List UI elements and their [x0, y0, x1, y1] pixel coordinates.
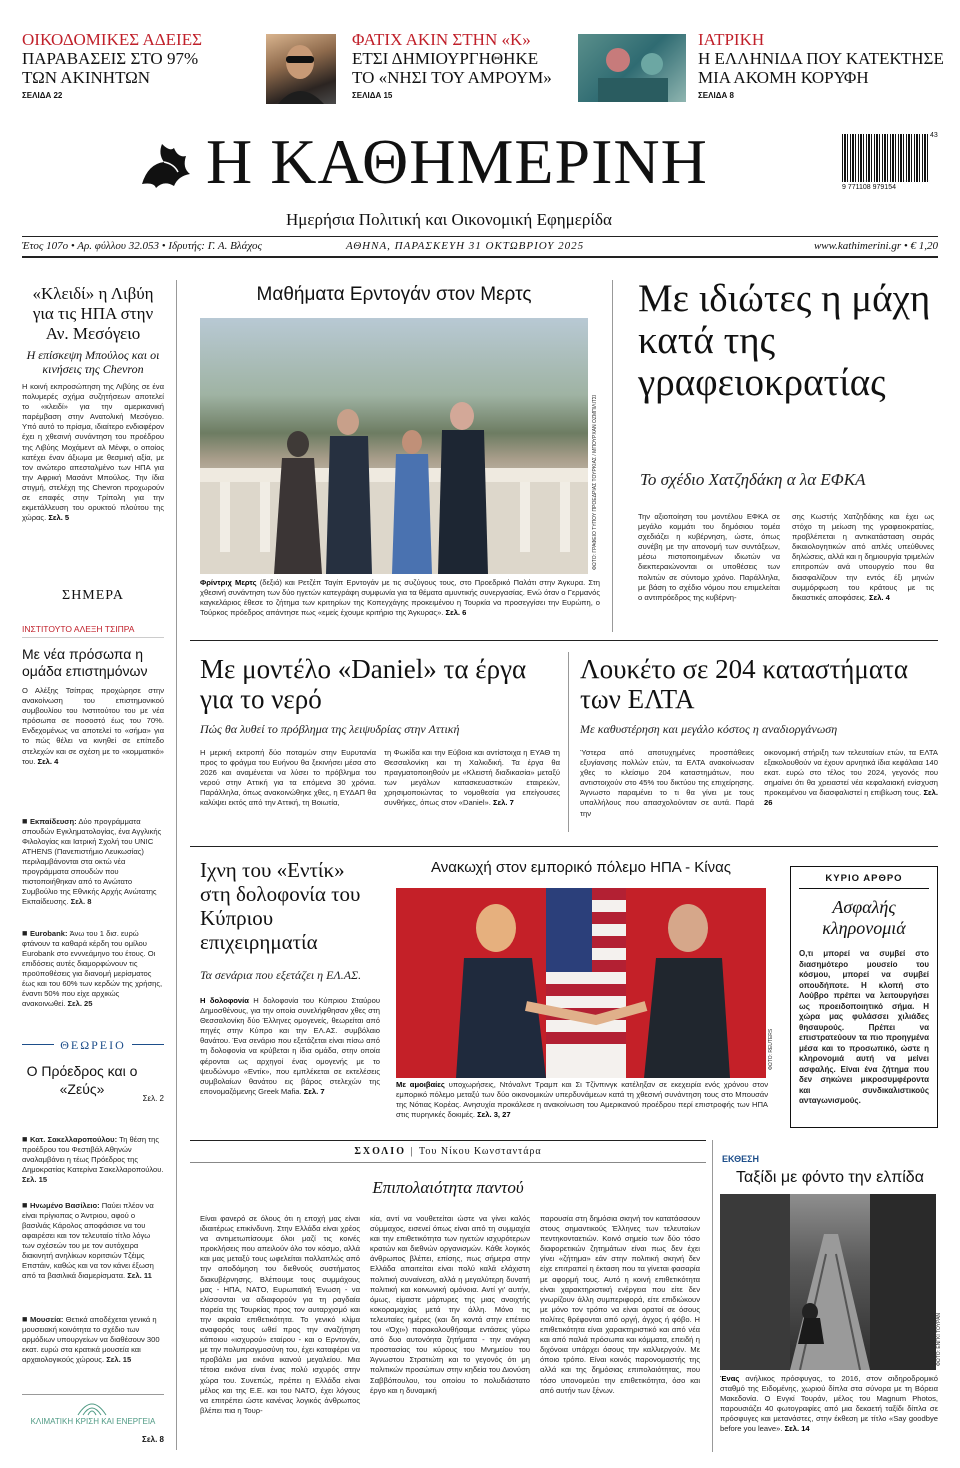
- trade-title: Ανακωχή στον εμπορικό πόλεμο ΗΠΑ - Κίνας: [430, 859, 732, 876]
- griffin-logo-icon: [134, 134, 196, 196]
- handshake-illustration: [396, 888, 766, 1078]
- theoreio-title: Ο Πρόεδρος και ο «Ζεύς»: [26, 1063, 138, 1097]
- daniel-title: Με μοντέλο «Daniel» τα έργα για το νερό: [200, 654, 527, 714]
- libya-title: «Κλειδί» η Λιβύη για τις ΗΠΑ στην Αν. Μεσόγειο: [32, 284, 154, 343]
- brief-text: ■ Εκπαίδευση: Δύο προγράμματα σπουδών Εγκληματολογίας, ένα Αγγλικής Φιλολογίας και Ιατρική Σχολή του UNIC ATHENS (Πανεπιστήμιο Λευκωσίας) περιλαμβάνονται στα οκτώ νέα προγράμματα σπουδών που πιστοποιήθηκαν από το Ανώτατο Συμβούλιο της Εθνικής Αρχής Ανώτατης Εκπαίδευσης. Σελ. 8: [22, 816, 162, 906]
- erdogan-credit: ΦΩΤΟ: ΓΡΑΦΕΙΟ ΤΥΠΟΥ ΠΡΟΕΔΡΙΑΣ ΤΟΥΡΚΙΑΣ / ΜΠΟΥΡΧΑΝ ΟΖΜΠΙΛΙΤΣΙ: [592, 394, 598, 570]
- leaders-illustration: [200, 318, 588, 574]
- theoreio-page: Σελ. 2: [142, 1094, 164, 1103]
- trade-photo: [396, 888, 766, 1078]
- elta-body-1: Ύστερα από αποτυχημένες προσπάθειες εξυγίανσης πολλών ετών, τα ΕΛΤΑ ανακοίνωσαν χθες το κλείσιμο 204 καταστημάτων, που αντιστοιχούν στο 45% του δικτύου της επιχείρησης. Άγνωστο παραμένει το τι θα γίνει με τους υπαλλήλους που απασχολούνταν σε αυτά. Παρά την: [580, 748, 754, 818]
- climate-box[interactable]: [22, 1394, 164, 1450]
- erdogan-caption: Φρίντριχ Μερτς (δεξιά) και Ρετζέπ Ταγίπ Ερντογάν με τις συζύγους τους, στο Προεδρικό Παλάτι στην Άγκυρα. Στη χθεσινή συνάντηση των δύο ηγετών κατεγράφη συμφωνία για τα θέματα αμυντικής συνεργασίας. Ενώ όταν ο Γερμανός καγκελάριος έθεσε το ζήτημα των κριτηρίων της Κοπεγχάγης προκειμένου η Τουρκία να προσεγγίσει την Ευρώπη, ο Τούρκος πρόεδρος απάντησε πως «εμείς έχουμε κριτήριο της Άγκυρας». Σελ. 6: [200, 578, 600, 618]
- theoreio-label: ΘΕΩΡΕΙΟ: [22, 1038, 164, 1053]
- teaser-sub: ΜΙΑ ΑΚΟΜΗ ΚΟΡΥΦΗ: [698, 68, 869, 87]
- dateline-right: www.kathimerini.gr • € 1,20: [813, 240, 938, 252]
- comment-title: Επιπολαιότητα παντού: [372, 1178, 524, 1197]
- libya-body: Η κοινή εκπροσώπηση της Λιβύης σε ένα πολυμερές σχήμα συζητήσεων αποτελεί το «κλειδί» για την αμερικανική παρέμβαση στην Ανατολική Μεσόγειο. Υπό αυτό το πρίσμα, ιδιαίτερο ενδιαφέρον έχει η χθεσινή συνάντηση του προέδρου της Λιβύης Μοχάμεντ αλ Μένφι, ο οποίος κατέχει έναν άξιωμα με θεσμική αξία, με τον ανώτερο απεσταλμένο των ΗΠΑ για την Αφρική Μασάντ Μπούλος. Την ίδια στιγμή, στελέχη της Chevron προχωρούν σε επαφές στην Τρίπολη για την εκμετάλλευση του ορυκτού πλούτου της χώρας. Σελ. 5: [22, 382, 164, 523]
- comment-label: ΣΧΟΛΙΟ: [354, 1146, 406, 1157]
- fingerprint-icon: [74, 1397, 110, 1417]
- elta-sub: Με καθυστέρηση και μεγάλο κόστος η αναδιοργάνωση: [580, 722, 838, 736]
- teaser-photo-surgery: [578, 34, 686, 102]
- tsipras-title: Με νέα πρόσωπα η ομάδα επιστημόνων: [22, 646, 148, 679]
- libya-page: Σελ. 5: [48, 513, 70, 523]
- brief-text: ■ Ηνωμένο Βασίλειο: Παύει πλέον να είναι πρίγκιπας ο Άντριου, αφού ο βασιλιάς Κάρολος αποφάσισε να του αφαιρέσει και τον τελευταίο τίτλο λόγω των σχέσεών του με τον αυτόχειρα διακινητή ανηλίκων κοριτσιών Τζέιμς Επστάιν, καθώς και να τον κάνει έξωση από τα βασιλικά διαμερίσματα. Σελ. 11: [22, 1200, 154, 1280]
- climate-label: ΚΛΙΜΑΤΙΚΗ ΚΡΙΣΗ ΚΑΙ ΕΝΕΡΓΕΙΑ: [30, 1417, 156, 1426]
- entik-sub: Τα σενάρια που εξετάζει η ΕΛ.ΑΣ.: [200, 968, 362, 982]
- teaser-sub: ΕΤΣΙ ΔΗΜΙΟΥΡΓΗΘΗΚΕ: [352, 49, 539, 68]
- brief-sakellaropoulou[interactable]: [22, 1134, 164, 1185]
- theoreio-story[interactable]: [22, 1062, 164, 1103]
- entik-title: Ιχνη του «Εντίκ» στη δολοφονία του Κύπριου επιχειρηματία: [200, 858, 361, 954]
- dateline-left: Έτος 107ο • Αρ. φύλλου 32.053 • Ιδρυτής: Γ. Α. Βλάχος: [22, 240, 262, 252]
- tsipras-page: Σελ. 4: [37, 756, 59, 766]
- railway-illustration: [720, 1194, 936, 1370]
- brief-museums[interactable]: [22, 1314, 164, 1365]
- brief-text: ■ Eurobank: Άνω του 1 δισ. ευρώ φτάνουν τα καθαρά κέρδη του ομίλου Eurobank στο ενννεάμηνο του έτους. Οι επιδόσεις αυτές διαμορφώνουν τις προϋποθέσεις για διανομή μερίσματος έως και του 60% των κερδών της χρήσης, έναντι 50% που είχε αρχικώς ανακοινωθεί. Σελ. 25: [22, 928, 163, 1008]
- teaser-title: ΙΑΤΡΙΚΗ: [698, 30, 765, 49]
- barcode: [842, 132, 938, 202]
- exhibit-caption: Ένας ανήλικος πρόσφυγας, το 2016, στον σιδηροδρομικό σταθμό της Ειδομένης, χωριού δίπλα στα σύνορα με τη Βόρεια Μακεδονία. Ο Ενγκί Τουράν, μέλος του Magnum Photos, παρουσιάζει 40 φωτογραφίες από μια δεκαετή ταξίδι δίπλα σε πρόσφυγες και μετανάστες, στην έκθεση με τίτλο «Say goodbye before you leave». Σελ. 14: [720, 1374, 938, 1434]
- teaser-photo-akin: [266, 34, 336, 104]
- editorial-label: ΚΥΡΙΟ ΑΡΘΡΟ: [799, 873, 929, 889]
- comment-col-3: παρουσία στη δημόσια σκηνή τον κατατάσσουν στους σημαντικούς Έλληνες των τελευταίων πεντηκονταετιών. Κοινό σημείο των δύο τόσο διαφορετικών ζητημάτων είναι πως δεν έχει γίνει «ζήτημα» εάν στην πολιτική σκηνή δεν είχε επιτραπεί η έκταση που τα γίνεται φασαρία με αφορμή τους. Αυτό η κοινή επιθετικότητα είναι χαρακτηριστική ενέργεια που είτε δεν γνωρίζουν άλλη συμπεριφορά, είτε επιδιώκουν με μόνο τον τρόπο να είναι ορατοί σε όσους πολίτες θρέφονται από οργή, άγχος ή φόβο. Η επιθετικότητα είναι χαρακτηριστικό και από νέα και από παλιά πρόσωπα και κόμματα, επειδή η διχόνοια υπάρχει όσους την καλλιεργούν. Με όποιο τρόπο. Είναι κοινός παρονομαστής της αλλά και της δημόσιας επιπολαιότητας, που τόσο υπονομεύει την επιθετικότητα, όσο και από αυτήν των ξένων.: [540, 1214, 700, 1395]
- entik-body: Η δολοφονία Η δολοφονία του Κύπριου Σταύρου Δημοσθένους, για την οποία συνελήφθησαν χθες στη Θεσσαλονίκη δύο Έλληνες ομογενείς, θεωρείται από πηγές στην Κύπρο και την ΕΛ.ΑΣ. συμβόλαιο θανάτου. Ένα σενάριο που εξετάζεται είναι πίσω από τη δολοφονία να κρύβεται η ίδια ομάδα, στην οποία φέρονται ως αρχηγοί ένας ομογενής με το ψευδώνυμο «Εντίκ», που εμπλέκεται σε εκτελέσεις συμβολαίων θανάτου εις βάρος στελεχών της επονομαζόμενης Greek Mafia. Σελ. 7: [200, 996, 380, 1096]
- teaser-sub: ΤΟ «ΝΗΣΙ ΤΟΥ ΑΜΡΟΥΜ»: [352, 68, 552, 87]
- teaser-page: ΣΕΛΙΔΑ 8: [698, 91, 734, 100]
- teaser-page: ΣΕΛΙΔΑ 22: [22, 91, 63, 100]
- daniel-body-1: Η μερική εκτροπή δύο ποταμών στην Ευρυτανία προς το φράγμα του Ευήνου θα ξεκινήσει μέσα στο 2026 και αναμένεται να λύσει το πρόβλημα του νερού στην Αττική για τα επόμενα 30 χρόνια. Παράλληλα, όπως ανακοινώθηκε χθες, η ΕΥΔΑΠ θα καλύψει εκτός από την Αττική, τη Βοιωτία,: [200, 748, 376, 808]
- brief-uk[interactable]: [22, 1200, 164, 1281]
- erdogan-photo: [200, 318, 588, 574]
- comment-col-1: Είναι φανερό σε όλους ότι η εποχή μας είναι ιδιαιτέρως επικίνδυνη. Στην Ελλάδα είναι χρέος να αντιμετωπίσουμε όλοι μαζί τις κοινές προκλήσεις που απειλούν όλο τον κόσμο, αλλά και μας μεταξύ τους ωφελείται πολλαπλώς από την αποδόμηση του διεθνούς συστήματος διακυβέρνησης. Βλέπουμε τους συμμάχους μας - ΗΠΑ, ΝΑΤΟ, Ευρωπαϊκή Ένωση - να ελίσσονται να αδιαφορούν για τη ραγδαία πορεία της Τουρκίας προς τον αυταρχισμό και την ακραία επιθετικότητα. Το γενικό κλίμα αναφοράς τους ωθεί προς την αναζήτηση κάποιου «ισχυρού» εταίρου - και ο Ερντογάν, με την πολυπραγμοσύνη του, έχει καταφέρει να προβάλει μια εικόνα ικανού μεγαλείου. Μια τέτοια εικόνα είναι ένας πολύ ισχυρός στην χώρα του. Συνεπώς, πρέπει η Ελλάδα είναι μέλος και της Ε.Ε. και του ΝΑΤΟ, έχει λόγους να επιτρέπει ώστε κανένας λογικός άνθρωπος βλέπει πια η Τουρ-: [200, 1214, 360, 1415]
- editorial-body: Ο,τι μπορεί να συμβεί στο διασημότερο μουσείο του κόσμου, μπορεί να συμβεί οπουδήποτε. Η κλοπή στο Λούβρο πρέπει να λειτουργήσει ως προειδοποιητικό σήμα. Η χώρα μας φυλάσσει χιλιάδες θησαυρούς. Πρέπει να επιστρατεύουν τα πιο προηγμένα μέσα και το προσωπικό, ώστε η κληρονομιά αυτή να μείνει ασφαλής. Είναι ένα ζήτημα που δεν σηκώνει μικροσυμφέροντα και συνδικαλιστικούς ανταγωνισμούς.: [799, 949, 929, 1105]
- daniel-body-2: τη Φωκίδα και την Εύβοια και αντίστοιχα η ΕΥΑΘ τη Θεσσαλονίκη και τη Χαλκιδική. Τα έργα θα πραγματοποιηθούν με «Κλειστή διαδικασία» μεταξύ των μεγάλων κατασκευαστικών εταιρειών, χρησιμοποιώντας το νομοθεσία για επείγουσες συνθήκες, όπως στον «Daniel». Σελ. 7: [384, 748, 560, 808]
- dateline-center: ΑΘΗΝΑ, ΠΑΡΑΣΚΕΥΗ 31 ΟΚΤΩΒΡΙΟΥ 2025: [346, 240, 585, 252]
- portrait-illustration: [266, 34, 336, 104]
- masthead-title: Η ΚΑΘΗΜΕΡΙΝΗ: [206, 126, 708, 197]
- teaser-akin[interactable]: [352, 30, 572, 100]
- bureaucracy-body-2: σης Κωστής Χατζηδάκης και έχει ως στόχο τη μείωση της γραφειοκρατίας, προβλέπεται η αντικατάσταση σειράς δικαιολογητικών από απλές υπεύθυνες δηλώσεις, αλλά και η δημιουργία τριμελών επιτροπών ανά υπουργείο που θα διασφαλίζουν την εντός έξι μηνών συμμόρφωση του κράτους με τις δικαστικές αποφάσεις. Σελ. 4: [792, 512, 934, 602]
- bureaucracy-body-1: Την αξιοποίηση του μοντέλου ΕΦΚΑ σε μεγάλο κομμάτι του δημόσιου τομέα σχεδιάζει η κυβέρνηση, ώστε, όπως συνέβη με την απονομή των συντάξεων, μέσω πιστοποιημένων ιδιωτών να διεκπεραιώνονται οι υποθέσεις των πολιτών σε σύντομο χρόνο. Παράλληλα, με βάση το σχέδιο νόμου που επιμελείται ο αντιπρόεδρος της κυβέρνη-: [638, 512, 780, 602]
- editorial-title: Ασφαλής κληρονομιά: [822, 897, 906, 938]
- barcode-issue: 43: [930, 132, 938, 139]
- masthead-tagline: Ημερήσια Πολιτική και Οικονομική Εφημερίδα: [286, 210, 612, 229]
- erdogan-title: Μαθήματα Ερντογάν στον Μερτς: [256, 284, 532, 305]
- surgery-illustration: [578, 34, 686, 102]
- tsipras-label: ΙΝΣΤΙΤΟΥΤΟ ΑΛΕΞΗ ΤΣΙΠΡΑ: [22, 624, 164, 638]
- brief-education[interactable]: [22, 816, 164, 907]
- bureaucracy-sub: Το σχέδιο Χατζηδάκη α λα ΕΦΚΑ: [640, 470, 866, 489]
- exhibit-label: ΕΚΘΕΣΗ: [722, 1154, 759, 1164]
- barcode-number: 9 771108 979154: [842, 184, 896, 191]
- brief-eurobank[interactable]: [22, 928, 164, 1009]
- comment-col-2: κία, αντί να νουθετείται ώστε να γίνει καλός σύμμαχος, εισενεί όπως είναι από τη συμμαχία και την επιθετικότητα των ηγετών ισχυρότερων κρατών και διεθνών οργανισμών. Κάθε λογικός άνθρωπος βλέπει, επίσης, πως σήμερα στην Ελλάδα απαιτείται είναι πολύ καλά ελάχιστη πολιτική συναίνεση, αλλά η μεγαλύτερη δυνατή πολιτική και κοινωνική ομόνοια. Αντί γι' αυτήν, όμως, είμαστε μάρτυρες της μιας ανοιχτής κοκοραμαχίας μετά την άλλη. Μόνο τις τελευταίες ημέρες (και δη κοντά στην επέτειο του «Όχι») παρακολουθήσαμε εντάσεις γύρω από δυο αυτονόητα ζητήματα - την ανάγκη προστασίας του κύρους του Μνημείου του Άγνωστου Στρατιώτη και το γεγονός ότι μη πολιτικών προσώπων στην κηδεία του Διονύση Σαββόπουλου, του οποίου το πολυδιάστατο έργο και η δυναμική: [370, 1214, 530, 1395]
- comment-header: ΣΧΟΛΙΟ | Του Νίκου Κωνσταντάρα: [354, 1146, 542, 1157]
- teaser-page: ΣΕΛΙΔΑ 15: [352, 91, 393, 100]
- teaser-building-permits[interactable]: [22, 30, 242, 100]
- libya-story[interactable]: [22, 284, 164, 523]
- today-label: ΣΗΜΕΡΑ: [22, 588, 164, 604]
- exhibit-credit: ΦΩΤΟ: ΕΝΓΚΙ ΤΟΥΡΑΝ: [936, 1312, 942, 1366]
- bureaucracy-title: Με ιδιώτες η μάχη κατά της γραφειοκρατίας: [638, 277, 931, 404]
- tsipras-institute-story[interactable]: [22, 624, 164, 767]
- teaser-sub: Η ΕΛΛΗΝΙΔΑ ΠΟΥ ΚΑΤΕΚΤΗΣΕ: [698, 49, 944, 68]
- teaser-title: ΟΙΚΟΔΟΜΙΚΕΣ ΑΔΕΙΕΣ: [22, 30, 202, 49]
- elta-body-2: οικονομική στήριξη των τελευταίων ετών, τα ΕΛΤΑ εξακολουθούν να έχουν αρνητικά ίδια κεφάλαια 140 εκατ. ευρώ στο τέλος του 2024, γεγονός που σημαίνει ότι θα χρειαστεί νέα κεφαλαιακή ενίσχυση προκειμένου να διασφαλιστεί η επιβίωση τους. Σελ. 26: [764, 748, 938, 808]
- comment-author: Του Νίκου Κωνσταντάρα: [419, 1146, 542, 1157]
- teaser-sub: ΠΑΡΑΒΑΣΕΙΣ ΣΤΟ 97%: [22, 49, 199, 68]
- brief-text: ■ Κατ. Σακελλαροπούλου: Τη θέση της προέδρου του Φεστιβάλ Αθηνών αναλαμβάνει η τέως Πρόεδρος της Δημοκρατίας Κατερίνα Σακελλαροπούλου. Σελ. 15: [22, 1134, 164, 1184]
- elta-title: Λουκέτο σε 204 καταστήματα των ΕΛΤΑ: [580, 654, 909, 714]
- exhibit-photo: [720, 1194, 936, 1370]
- brief-text: ■ Μουσεία: Θετικά αποδέχεται γενικά η μουσειακή κοινότητα το σχέδιο των αρμόδιων υπουργείων να διαθέσουν 300 εκατ. ευρώ στα κρατικά μουσεία και αρχαιολογικούς χώρους. Σελ. 15: [22, 1314, 160, 1364]
- exhibit-title: Ταξίδι με φόντο την ελπίδα: [736, 1169, 924, 1186]
- trade-caption: Με αμοιβαίες υποχωρήσεις, Ντόναλντ Τραμπ και Σι Τζίνπινγκ κατέληξαν σε εκεχειρία ενός χρόνου στον εμπορικό πόλεμο μεταξύ των δύο οικονομικών υπερδυνάμεων κατά τη χθεσινή συνάντηση τους στο Μπουσάν της Νότιας Κορέας. Ανησυχία προκάλεσε η ανακοίνωση του Αμερικανού προέδρου περί επιστροφής των ΗΠΑ στις πυρηνικές δοκιμές. Σελ. 3, 27: [396, 1080, 768, 1120]
- teaser-sub: ΤΩΝ ΑΚΙΝΗΤΩΝ: [22, 68, 151, 87]
- libya-sub: Η επίσκεψη Μπούλος και οι κινήσεις της Chevron: [26, 348, 160, 376]
- daniel-sub: Πώς θα λυθεί το πρόβλημα της λειψυδρίας στην Αττική: [200, 722, 460, 736]
- trade-credit: ΦΩΤΟ: REUTERS: [768, 1028, 774, 1070]
- teaser-medicine[interactable]: [698, 30, 948, 100]
- teaser-title: ΦΑΤΙΧ ΑΚΙΝ ΣΤΗΝ «Κ»: [352, 30, 531, 49]
- tsipras-body: Ο Αλέξης Τσίπρας προχώρησε στην ανακοίνωση του επιστημονικού συμβουλίου του Ινστιτούτου του με νέα πρόσωπα σε ποσοστό έως του 70%. Ενδεχομένως να αποτελεί το «σήμα» για το πώς θέλει να κινηθεί σε επίπεδο στελεχών και σε σχέση με το «κομματικό» του. Σελ. 4: [22, 686, 164, 766]
- editorial-box[interactable]: [790, 866, 938, 1128]
- climate-page: Σελ. 8: [142, 1435, 164, 1444]
